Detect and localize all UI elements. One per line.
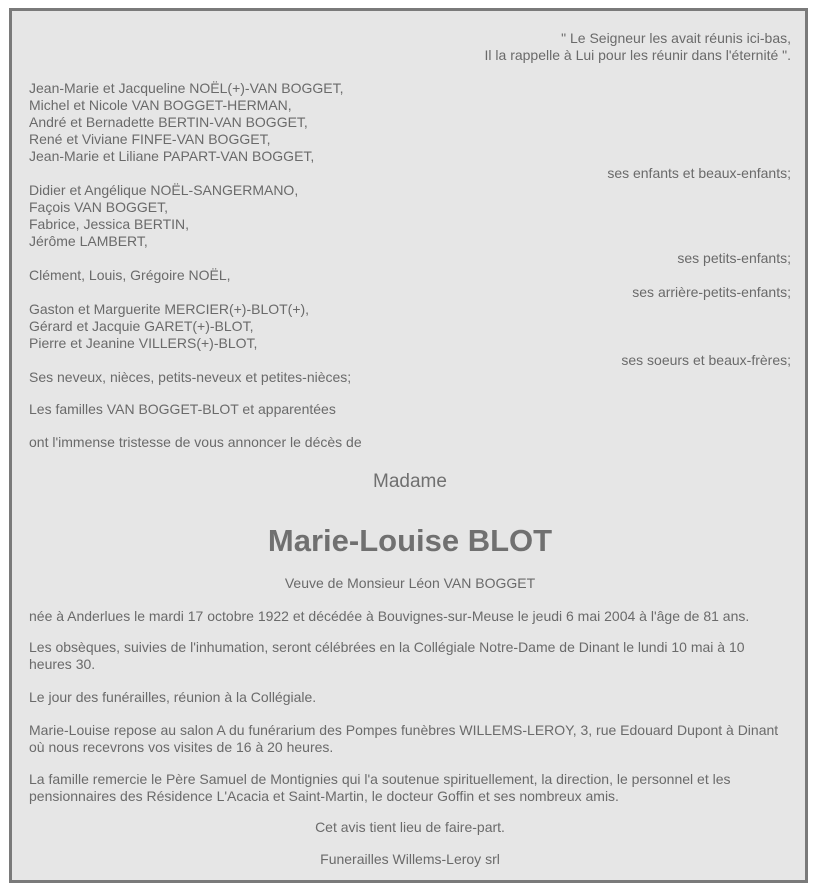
great-grandchildren-list (29, 267, 791, 301)
great-grandchildren-label: ses arrière-petits-enfants; (632, 284, 791, 300)
birth-death-paragraph: née à Anderlues le mardi 17 octobre 1922 et décédée à Bouvignes-sur-Meuse le jeudi 6 mai 2004 à l'âge de 81 ans. (29, 608, 750, 624)
obituary-frame (9, 8, 808, 883)
notice-line: Cet avis tient lieu de faire-part. (315, 819, 505, 835)
funeral-paragraph: Les obsèques, suivies de l'inhumation, seront célébrées en la Collégiale Notre-Dame de Dinant le lundi 10 mai à 10 heures 30. (29, 639, 745, 672)
family-line: Fabrice, Jessica BERTIN, (29, 216, 190, 232)
siblings-list (29, 301, 791, 369)
family-line: Clément, Louis, Grégoire NOËL, (29, 267, 231, 283)
siblings-label: ses soeurs et beaux-frères; (621, 352, 791, 368)
nephews-line: Ses neveux, nièces, petits-neveux et petites-nièces; (29, 369, 352, 385)
family-line: Jérôme LAMBERT, (29, 233, 148, 249)
grandchildren-list (29, 182, 791, 267)
thanks-paragraph: La famille remercie le Père Samuel de Montignies qui l'a soutenue spirituellement, la direction, le personnel et les pensionnaires des Résidence L'Acacia et Saint-Martin, le docteur Goffin et ses nombreux amis. (29, 771, 731, 804)
signature-line: Funerailles Willems-Leroy srl (320, 851, 500, 867)
honorific-title: Madame (373, 471, 447, 492)
quote-line: Il la rappelle à Lui pour les réunir dans l'éternité ". (484, 47, 791, 63)
families-line: Les familles VAN BOGGET-BLOT et apparentées (29, 401, 336, 417)
family-line: Façois VAN BOGGET, (29, 199, 168, 215)
deceased-name: Marie-Louise BLOT (267, 523, 553, 558)
announcement-line: ont l'immense tristesse de vous annoncer le décès de (29, 434, 362, 450)
family-line: Pierre et Jeanine VILLERS(+)-BLOT, (29, 335, 258, 351)
children-label: ses enfants et beaux-enfants; (607, 165, 791, 181)
meeting-paragraph: Le jour des funérailles, réunion à la Collégiale. (29, 689, 317, 705)
quote-line: " Le Seigneur les avait réunis ici-bas, (561, 30, 791, 46)
family-line: Michel et Nicole VAN BOGGET-HERMAN, (29, 97, 292, 113)
family-line: Gérard et Jacquie GARET(+)-BLOT, (29, 318, 254, 334)
rest-paragraph: Marie-Louise repose au salon A du funérarium des Pompes funèbres WILLEMS-LEROY, 3, rue Edouard Dupont à Dinant où nous recevrons vos visites de 16 à 20 heures. (29, 722, 779, 755)
children-list (29, 80, 791, 182)
family-line: André et Bernadette BERTIN-VAN BOGGET, (29, 114, 308, 130)
family-line: Jean-Marie et Jacqueline NOËL(+)-VAN BOGGET, (29, 80, 344, 96)
family-line: Didier et Angélique NOËL-SANGERMANO, (29, 182, 299, 198)
family-line: René et Viviane FINFE-VAN BOGGET, (29, 131, 271, 147)
family-line: Gaston et Marguerite MERCIER(+)-BLOT(+), (29, 301, 310, 317)
family-line: Jean-Marie et Liliane PAPART-VAN BOGGET, (29, 148, 315, 164)
widow-line: Veuve de Monsieur Léon VAN BOGGET (284, 575, 536, 591)
epigraph-quote (29, 30, 791, 64)
grandchildren-label: ses petits-enfants; (677, 250, 791, 266)
